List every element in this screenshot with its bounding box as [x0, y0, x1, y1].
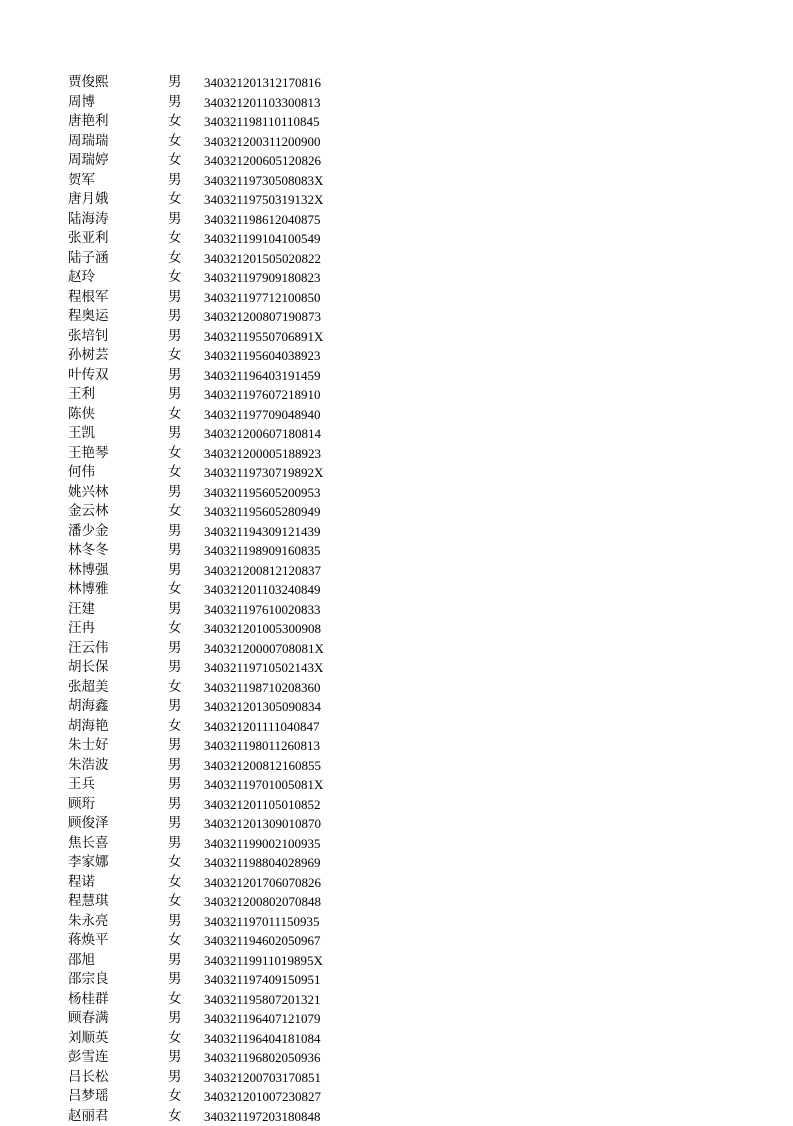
id-number-cell: 34032120000708081X: [204, 639, 324, 659]
name-cell: 焦长喜: [68, 834, 109, 854]
gender-cell: 男: [168, 327, 182, 347]
name-cell: 潘少金: [68, 522, 109, 542]
id-number-cell: 340321200605120826: [204, 151, 321, 171]
gender-cell: 女: [168, 132, 182, 152]
name-cell: 王艳琴: [68, 444, 109, 464]
table-row: [68, 385, 368, 405]
name-cell: 王凯: [68, 424, 95, 444]
gender-cell: 女: [168, 249, 182, 269]
gender-cell: 男: [168, 424, 182, 444]
id-number-cell: 340321198804028969: [204, 853, 321, 873]
gender-cell: 男: [168, 795, 182, 815]
id-number-cell: 340321201105010852: [204, 795, 321, 815]
name-cell: 陆海涛: [68, 210, 109, 230]
table-row: [68, 1068, 368, 1088]
name-cell: 汪建: [68, 600, 95, 620]
id-number-cell: 34032119701005081X: [204, 775, 323, 795]
name-cell: 陈侠: [68, 405, 95, 425]
id-number-cell: 340321197011150935: [204, 912, 320, 932]
name-cell: 杨桂群: [68, 990, 109, 1010]
gender-cell: 男: [168, 210, 182, 230]
gender-cell: 男: [168, 775, 182, 795]
table-row: [68, 619, 368, 639]
gender-cell: 女: [168, 463, 182, 483]
name-cell: 金云林: [68, 502, 109, 522]
table-row: [68, 951, 368, 971]
gender-cell: 男: [168, 541, 182, 561]
table-row: [68, 1029, 368, 1049]
id-number-cell: 340321201103240849: [204, 580, 321, 600]
gender-cell: 女: [168, 229, 182, 249]
id-number-cell: 340321201309010870: [204, 814, 321, 834]
table-row: [68, 171, 368, 191]
table-row: [68, 1009, 368, 1029]
gender-cell: 女: [168, 853, 182, 873]
name-cell: 蒋焕平: [68, 931, 109, 951]
gender-cell: 女: [168, 151, 182, 171]
id-number-cell: 340321201706070826: [204, 873, 321, 893]
gender-cell: 男: [168, 970, 182, 990]
id-number-cell: 340321196407121079: [204, 1009, 321, 1029]
gender-cell: 男: [168, 483, 182, 503]
id-number-cell: 34032119730508083X: [204, 171, 323, 191]
table-row: [68, 775, 368, 795]
id-number-cell: 34032119730719892X: [204, 463, 323, 483]
gender-cell: 女: [168, 1087, 182, 1107]
gender-cell: 女: [168, 112, 182, 132]
name-cell: 周瑞婷: [68, 151, 109, 171]
name-cell: 朱士好: [68, 736, 109, 756]
gender-cell: 男: [168, 814, 182, 834]
id-number-cell: 340321198011260813: [204, 736, 320, 756]
id-number-cell: 340321197203180848: [204, 1107, 321, 1126]
id-number-cell: 340321200802070848: [204, 892, 321, 912]
gender-cell: 男: [168, 385, 182, 405]
gender-cell: 女: [168, 190, 182, 210]
name-cell: 邵宗良: [68, 970, 109, 990]
table-row: [68, 717, 368, 737]
name-cell: 顾俊泽: [68, 814, 109, 834]
name-cell: 张培钊: [68, 327, 109, 347]
table-row: [68, 463, 368, 483]
table-row: [68, 600, 368, 620]
id-number-cell: 340321200812160855: [204, 756, 321, 776]
gender-cell: 女: [168, 346, 182, 366]
gender-cell: 男: [168, 639, 182, 659]
table-row: [68, 288, 368, 308]
name-cell: 朱浩波: [68, 756, 109, 776]
id-number-cell: 340321194602050967: [204, 931, 321, 951]
name-cell: 赵玲: [68, 268, 95, 288]
gender-cell: 男: [168, 288, 182, 308]
table-row: [68, 190, 368, 210]
id-number-cell: 340321200812120837: [204, 561, 321, 581]
gender-cell: 男: [168, 1068, 182, 1088]
gender-cell: 男: [168, 1009, 182, 1029]
name-cell: 胡海艳: [68, 717, 109, 737]
name-cell: 林博雅: [68, 580, 109, 600]
id-number-cell: 340321198110110845: [204, 112, 320, 132]
name-cell: 吕梦瑶: [68, 1087, 109, 1107]
id-number-cell: 340321196404181084: [204, 1029, 321, 1049]
table-row: [68, 249, 368, 269]
id-number-cell: 340321197712100850: [204, 288, 321, 308]
id-number-cell: 340321198909160835: [204, 541, 321, 561]
name-cell: 贾俊熙: [68, 73, 109, 93]
table-row: [68, 483, 368, 503]
table-row: [68, 327, 368, 347]
gender-cell: 男: [168, 1048, 182, 1068]
table-row: [68, 834, 368, 854]
id-number-cell: 340321199104100549: [204, 229, 321, 249]
gender-cell: 女: [168, 444, 182, 464]
name-cell: 王利: [68, 385, 95, 405]
id-number-cell: 340321200807190873: [204, 307, 321, 327]
gender-cell: 男: [168, 73, 182, 93]
gender-cell: 男: [168, 658, 182, 678]
table-row: [68, 931, 368, 951]
table-row: [68, 73, 368, 93]
name-cell: 汪冉: [68, 619, 95, 639]
name-cell: 唐月娥: [68, 190, 109, 210]
name-cell: 林博强: [68, 561, 109, 581]
table-row: [68, 93, 368, 113]
table-row: [68, 307, 368, 327]
name-cell: 刘顺英: [68, 1029, 109, 1049]
name-cell: 程诺: [68, 873, 95, 893]
id-number-cell: 340321200607180814: [204, 424, 321, 444]
id-number-cell: 340321197709048940: [204, 405, 321, 425]
table-row: [68, 639, 368, 659]
gender-cell: 男: [168, 912, 182, 932]
id-number-cell: 340321201005300908: [204, 619, 321, 639]
table-row: [68, 424, 368, 444]
table-row: [68, 736, 368, 756]
table-row: [68, 756, 368, 776]
name-cell: 朱永亮: [68, 912, 109, 932]
gender-cell: 女: [168, 990, 182, 1010]
id-number-cell: 340321195605280949: [204, 502, 321, 522]
table-row: [68, 678, 368, 698]
table-row: [68, 795, 368, 815]
table-row: [68, 697, 368, 717]
table-row: [68, 970, 368, 990]
name-cell: 吕长松: [68, 1068, 109, 1088]
id-number-cell: 340321201103300813: [204, 93, 321, 113]
table-row: [68, 658, 368, 678]
gender-cell: 女: [168, 873, 182, 893]
id-number-cell: 340321198710208360: [204, 678, 321, 698]
gender-cell: 女: [168, 405, 182, 425]
name-cell: 叶传双: [68, 366, 109, 386]
gender-cell: 女: [168, 502, 182, 522]
gender-cell: 男: [168, 561, 182, 581]
table-row: [68, 151, 368, 171]
table-row: [68, 210, 368, 230]
id-number-cell: 340321196403191459: [204, 366, 321, 386]
id-number-cell: 340321200005188923: [204, 444, 321, 464]
id-number-cell: 340321201305090834: [204, 697, 321, 717]
gender-cell: 男: [168, 834, 182, 854]
id-number-cell: 340321195807201321: [204, 990, 321, 1010]
id-number-cell: 340321195605200953: [204, 483, 321, 503]
table-row: [68, 405, 368, 425]
name-cell: 姚兴林: [68, 483, 109, 503]
gender-cell: 女: [168, 1029, 182, 1049]
name-cell: 孙树芸: [68, 346, 109, 366]
name-cell: 顾珩: [68, 795, 95, 815]
id-number-cell: 34032119911019895X: [204, 951, 323, 971]
name-cell: 邵旭: [68, 951, 95, 971]
gender-cell: 女: [168, 619, 182, 639]
person-table: [68, 73, 368, 1126]
name-cell: 程慧琪: [68, 892, 109, 912]
table-row: [68, 580, 368, 600]
gender-cell: 男: [168, 93, 182, 113]
gender-cell: 女: [168, 1107, 182, 1126]
name-cell: 汪云伟: [68, 639, 109, 659]
table-row: [68, 1107, 368, 1126]
table-row: [68, 853, 368, 873]
id-number-cell: 340321197409150951: [204, 970, 321, 990]
name-cell: 王兵: [68, 775, 95, 795]
table-row: [68, 268, 368, 288]
gender-cell: 女: [168, 580, 182, 600]
table-row: [68, 912, 368, 932]
id-number-cell: 34032119550706891X: [204, 327, 323, 347]
id-number-cell: 34032119710502143X: [204, 658, 323, 678]
table-row: [68, 892, 368, 912]
table-row: [68, 814, 368, 834]
table-row: [68, 502, 368, 522]
gender-cell: 女: [168, 678, 182, 698]
table-row: [68, 132, 368, 152]
id-number-cell: 340321201111040847: [204, 717, 320, 737]
id-number-cell: 340321201007230827: [204, 1087, 321, 1107]
id-number-cell: 340321199002100935: [204, 834, 321, 854]
name-cell: 周瑞瑞: [68, 132, 109, 152]
gender-cell: 男: [168, 366, 182, 386]
name-cell: 陆子涵: [68, 249, 109, 269]
name-cell: 程奥运: [68, 307, 109, 327]
name-cell: 胡长保: [68, 658, 109, 678]
id-number-cell: 340321198612040875: [204, 210, 321, 230]
table-row: [68, 990, 368, 1010]
id-number-cell: 340321201312170816: [204, 73, 321, 93]
id-number-cell: 340321200703170851: [204, 1068, 321, 1088]
gender-cell: 男: [168, 600, 182, 620]
gender-cell: 女: [168, 717, 182, 737]
gender-cell: 女: [168, 931, 182, 951]
gender-cell: 男: [168, 756, 182, 776]
name-cell: 何伟: [68, 463, 95, 483]
id-number-cell: 340321196802050936: [204, 1048, 321, 1068]
table-row: [68, 522, 368, 542]
table-row: [68, 561, 368, 581]
gender-cell: 男: [168, 171, 182, 191]
gender-cell: 男: [168, 951, 182, 971]
gender-cell: 女: [168, 268, 182, 288]
id-number-cell: 340321197607218910: [204, 385, 321, 405]
gender-cell: 男: [168, 307, 182, 327]
name-cell: 张超美: [68, 678, 109, 698]
name-cell: 李家娜: [68, 853, 109, 873]
name-cell: 顾春满: [68, 1009, 109, 1029]
name-cell: 周博: [68, 93, 95, 113]
id-number-cell: 340321195604038923: [204, 346, 321, 366]
name-cell: 林冬冬: [68, 541, 109, 561]
table-row: [68, 1087, 368, 1107]
id-number-cell: 340321194309121439: [204, 522, 321, 542]
table-row: [68, 873, 368, 893]
table-row: [68, 229, 368, 249]
gender-cell: 男: [168, 697, 182, 717]
id-number-cell: 340321200311200900: [204, 132, 321, 152]
name-cell: 彭雪连: [68, 1048, 109, 1068]
name-cell: 程根军: [68, 288, 109, 308]
name-cell: 唐艳利: [68, 112, 109, 132]
name-cell: 贺军: [68, 171, 95, 191]
table-row: [68, 366, 368, 386]
id-number-cell: 340321197610020833: [204, 600, 321, 620]
name-cell: 张亚利: [68, 229, 109, 249]
id-number-cell: 34032119750319132X: [204, 190, 323, 210]
table-row: [68, 541, 368, 561]
gender-cell: 女: [168, 892, 182, 912]
gender-cell: 男: [168, 522, 182, 542]
id-number-cell: 340321201505020822: [204, 249, 321, 269]
table-row: [68, 1048, 368, 1068]
id-number-cell: 340321197909180823: [204, 268, 321, 288]
table-row: [68, 112, 368, 132]
gender-cell: 男: [168, 736, 182, 756]
table-row: [68, 346, 368, 366]
name-cell: 胡海鑫: [68, 697, 109, 717]
table-row: [68, 444, 368, 464]
name-cell: 赵丽君: [68, 1107, 109, 1126]
